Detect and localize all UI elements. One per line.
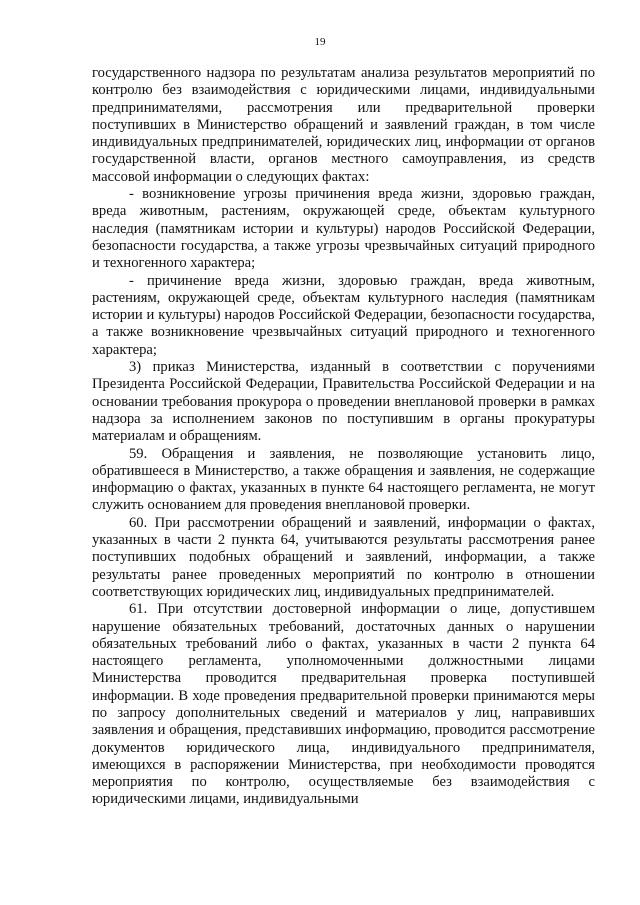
paragraph-61: 61. При отсутствии достоверной информации о лице, допустившем нарушение обязательных требований, достаточных данных о нарушении обязательных требований либо о фактах, указанных в части 2 пункта 64 настоящего регламента, уполномоченными должностными лицами Министерства проводится предварительная проверка поступившей информации. В ходе проведения предварительной проверки принимаются меры по запросу дополнительных сведений и материалов у лиц, направивших заявления и обращения, представивших информацию, проводится рассмотрение документов юридического лица, индивидуального предпринимателя, имеющихся в распоряжении Министерства, при необходимости проводятся мероприятия по контролю, осуществляемые без взаимодействия с юридическими лицами, индивидуальными xyxy=(92,601,595,808)
paragraph-59: 59. Обращения и заявления, не позволяющие установить лицо, обратившееся в Министерство, а также обращения и заявления, не содержащие информацию о фактах, указанных в пункте 64 настоящего регламента, не могут служить основанием для проведения внеплановой проверки. xyxy=(92,445,595,514)
document-body xyxy=(92,65,595,809)
paragraph-60: 60. При рассмотрении обращений и заявлений, информации о фактах, указанных в части 2 пункта 64, учитываются результаты рассмотрения ранее поступивших подобных обращений и заявлений, информации, а также результаты ранее проведенных мероприятий по контролю в отношении соответствующих юридических лиц, индивидуальных предпринимателей. xyxy=(92,514,595,600)
paragraph-item-3: 3) приказ Министерства, изданный в соответствии с поручениями Президента Российской Федерации, Правительства Российской Федерации и на основании требования прокурора о проведении внеплановой проверки в рамках надзора за исполнением законов по поступившим в органы прокуратуры материалам и обращениям. xyxy=(92,359,595,445)
paragraph-harm-item: - причинение вреда жизни, здоровью граждан, вреда животным, растениям, окружающей среде, объектам культурного наследия (памятникам истории и культуры) народов Российской Федерации, безопасности государства, а также возникновение чрезвычайных ситуаций природного и техногенного характера; xyxy=(92,272,595,358)
paragraph-threat-item: - возникновение угрозы причинения вреда жизни, здоровью граждан, вреда животным, растениям, окружающей среде, объектам культурного наследия (памятникам истории и культуры) народов Российской Федерации, безопасности государства, а также угрозы чрезвычайных ситуаций природного и техногенного характера; xyxy=(92,186,595,272)
page-number: 19 xyxy=(314,36,326,48)
paragraph-continuation: государственного надзора по результатам анализа результатов мероприятий по контролю без взаимодействия с юридическими лицами, индивидуальными предпринимателями, рассмотрения или предварительной проверки поступивших в Министерство обращений и заявлений граждан, в том числе индивидуальных предпринимателей, юридических лиц, информации от органов государственной власти, органов местного самоуправления, из средств массовой информации о следующих фактах: xyxy=(92,65,595,185)
